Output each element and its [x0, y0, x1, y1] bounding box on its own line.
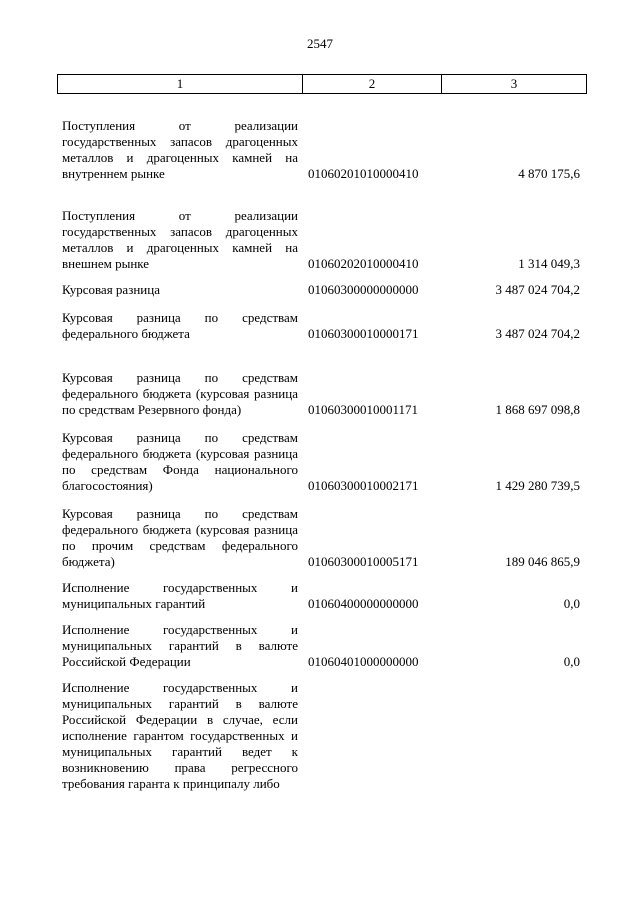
row-name: Курсовая разница по средствам федерального бюджета (курсовая разница по прочим средствам федерального бюджета)	[62, 506, 298, 569]
table-row	[57, 354, 587, 418]
row-amount: 1 314 049,3	[518, 256, 580, 271]
row-name: Курсовая разница по средствам федерального бюджета (курсовая разница по средствам Фонда национального благосостояния)	[62, 430, 298, 493]
row-amount: 4 870 175,6	[518, 166, 580, 181]
column-header-2: 2	[302, 75, 441, 93]
row-code: 01060202010000410	[308, 256, 419, 271]
page-number: 2547	[307, 36, 333, 51]
column-header-1: 1	[57, 75, 302, 93]
row-amount: 0,0	[563, 596, 580, 611]
row-name: Исполнение государственных и муниципальных гарантий в валюте Российской Федерации	[62, 622, 298, 669]
row-amount: 3 487 024 704,2	[495, 282, 580, 297]
row-code: 01060300010000171	[308, 326, 419, 341]
table-row	[57, 622, 587, 670]
row-amount: 0,0	[563, 654, 580, 669]
table-row	[57, 506, 587, 570]
row-amount: 189 046 865,9	[505, 554, 580, 569]
table-row	[57, 430, 587, 494]
row-code: 01060300010001171	[308, 402, 419, 417]
row-name: Исполнение государственных и муниципальных гарантий	[62, 580, 298, 611]
table-row	[57, 96, 587, 182]
row-code: 01060401000000000	[308, 654, 419, 669]
row-code: 01060300010002171	[308, 478, 419, 493]
table-row	[57, 310, 587, 342]
row-amount: 3 487 024 704,2	[495, 326, 580, 341]
table-header	[57, 74, 587, 94]
row-amount: 1 429 280 739,5	[495, 478, 580, 493]
row-name: Поступления от реализации государственных запасов драгоценных металлов и драгоценных камней на внешнем рынке	[62, 208, 298, 271]
table-row	[57, 282, 587, 298]
table-body	[57, 96, 587, 824]
row-name: Поступления от реализации государственных запасов драгоценных металлов и драгоценных камней на внутреннем рынке	[62, 118, 298, 181]
table-row	[57, 680, 587, 824]
row-code: 01060300000000000	[308, 282, 419, 297]
row-name: Курсовая разница по средствам федерального бюджета	[62, 310, 298, 341]
row-name: Курсовая разница по средствам федерального бюджета (курсовая разница по средствам Резервного фонда)	[62, 370, 298, 417]
row-name: Курсовая разница	[62, 282, 160, 297]
row-code: 01060300010005171	[308, 554, 419, 569]
row-amount: 1 868 697 098,8	[495, 402, 580, 417]
row-name: Исполнение государственных и муниципальных гарантий в валюте Российской Федерации в случае, если исполнение гарантом государственных и муниципальных гарантий ведет к возникновению права регрессного требования гаранта к принципалу либо	[62, 680, 298, 791]
table-row	[57, 580, 587, 612]
row-code: 01060400000000000	[308, 596, 419, 611]
row-code: 01060201010000410	[308, 166, 419, 181]
table-row	[57, 190, 587, 272]
column-header-3: 3	[441, 75, 587, 93]
